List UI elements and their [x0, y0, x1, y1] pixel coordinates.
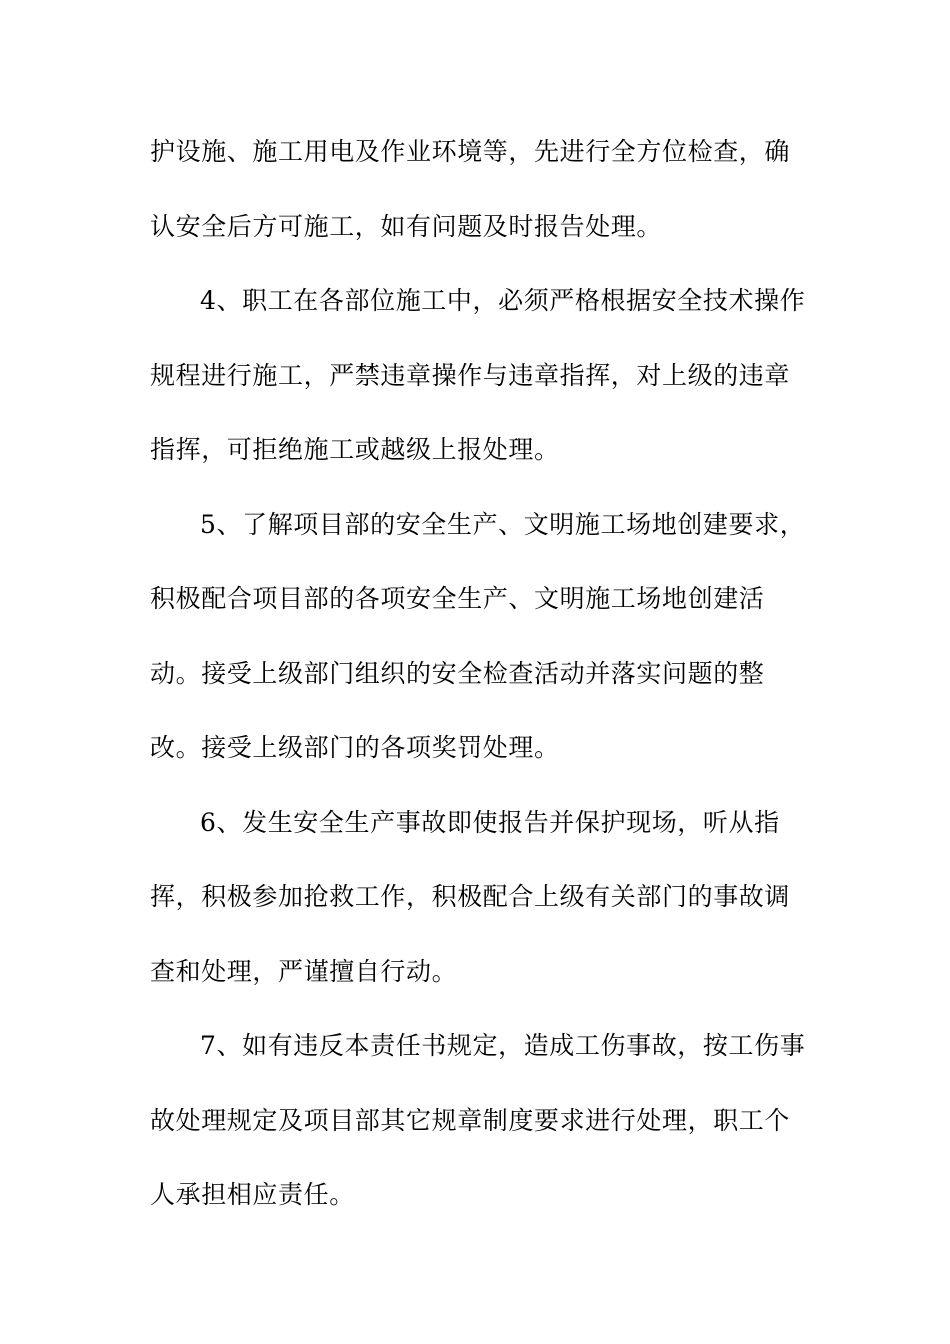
paragraph-item-6: 6、发生安全生产事故即使报告并保护现场，听从指挥，积极参加抢救工作，积极配合上级有关部门的事故调查和处理，严谨擅自行动。	[150, 807, 791, 986]
paragraph-item-7: 7、如有违反本责任书规定，造成工伤事故，按工伤事故处理规定及项目部其它规章制度要求进行处理，职工个人承担相应责任。	[150, 1031, 806, 1209]
body-text	[150, 115, 810, 1233]
paragraph-item-4: 4、职工在各部位施工中，必须严格根据安全技术操作规程进行施工，严禁违章操作与违章指挥，对上级的违章指挥，可拒绝施工或越级上报处理。	[150, 286, 806, 464]
paragraph-continuation: 护设施、施工用电及作业环境等，先进行全方位检查，确认安全后方可施工，如有问题及时报告处理。	[150, 137, 791, 241]
paragraph-item-5: 5、了解项目部的安全生产、文明施工场地创建要求，积极配合项目部的各项安全生产、文明施工场地创建活动。接受上级部门组织的安全检查活动并落实问题的整改。接受上级部门的各项奖罚处理。	[150, 509, 806, 762]
